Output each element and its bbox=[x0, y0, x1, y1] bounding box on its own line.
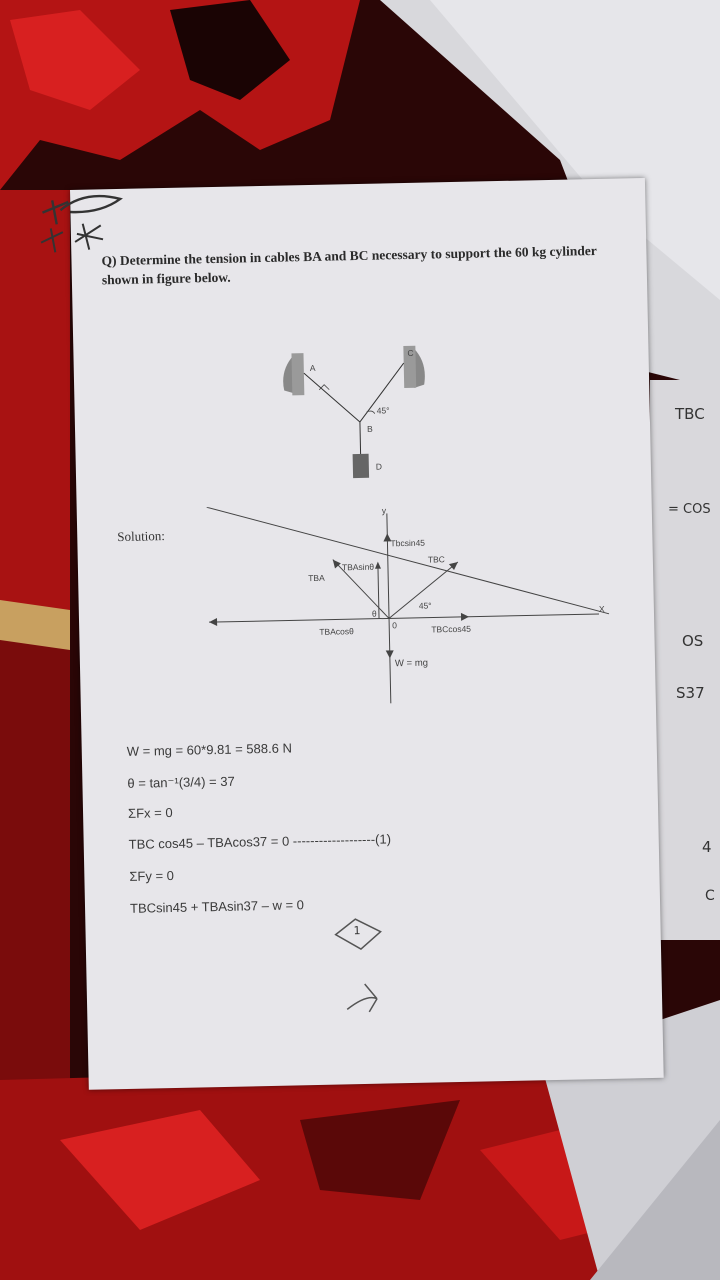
handwritten-arrows bbox=[325, 913, 427, 1025]
handwriting-1: 1 bbox=[353, 924, 361, 938]
equation-sum-fx: ΣFx = 0 bbox=[127, 804, 173, 821]
figure-label-b: B bbox=[366, 423, 373, 434]
handwriting-4: 4 bbox=[702, 838, 712, 856]
worksheet-paper bbox=[70, 178, 664, 1090]
question-text: Q) Determine the tension in cables BA and BC necessary to support the 60 kg cylinder shown in figure below. bbox=[101, 242, 597, 288]
fbd-tba-label: TBA bbox=[308, 572, 325, 584]
handwriting-tbc: TBC bbox=[675, 405, 705, 423]
figure-label-c: C bbox=[407, 347, 414, 358]
handwriting-cos: = COS bbox=[668, 502, 711, 517]
equation-theta: θ = tan⁻¹(3/4) = 37 bbox=[127, 773, 235, 791]
fbd-tba-sin-label: TBAsinθ bbox=[341, 561, 375, 573]
handwriting-c: C bbox=[705, 888, 715, 904]
equation-1: TBC cos45 – TBAcos37 = 0 -------------------(1) bbox=[128, 831, 392, 852]
fbd-tbc-label: TBC bbox=[427, 554, 445, 565]
handwriting-os: OS bbox=[682, 632, 704, 650]
fbd-origin-label: 0 bbox=[392, 620, 398, 631]
equation-sum-fy: ΣFy = 0 bbox=[129, 867, 175, 884]
fbd-tba-cos-label: TBAcosθ bbox=[319, 626, 354, 637]
equation-2: TBCsin45 + TBAsin37 – w = 0 bbox=[129, 897, 305, 916]
fbd-y-axis-label: y bbox=[381, 505, 387, 516]
fbd-x-axis-label: X bbox=[598, 603, 605, 615]
fbd-45-label: 45° bbox=[418, 600, 432, 611]
fbd-tbc-cos-label: TBCcos45 bbox=[431, 623, 472, 635]
solution-label: Solution: bbox=[117, 528, 166, 545]
equation-weight: W = mg = 60*9.81 = 588.6 N bbox=[126, 740, 293, 759]
free-body-diagram bbox=[197, 499, 621, 708]
fbd-theta-label: θ bbox=[371, 608, 377, 619]
second-sheet bbox=[650, 380, 720, 940]
figure-label-a: A bbox=[309, 362, 316, 374]
figure-label-angle: 45° bbox=[376, 405, 390, 416]
fbd-tbc-sin-label: Tbcsin45 bbox=[390, 537, 426, 549]
handwriting-s37: S37 bbox=[676, 684, 705, 702]
figure-label-d: D bbox=[375, 461, 383, 472]
support-figure bbox=[273, 342, 456, 496]
fbd-weight-label: W = mg bbox=[394, 657, 429, 670]
